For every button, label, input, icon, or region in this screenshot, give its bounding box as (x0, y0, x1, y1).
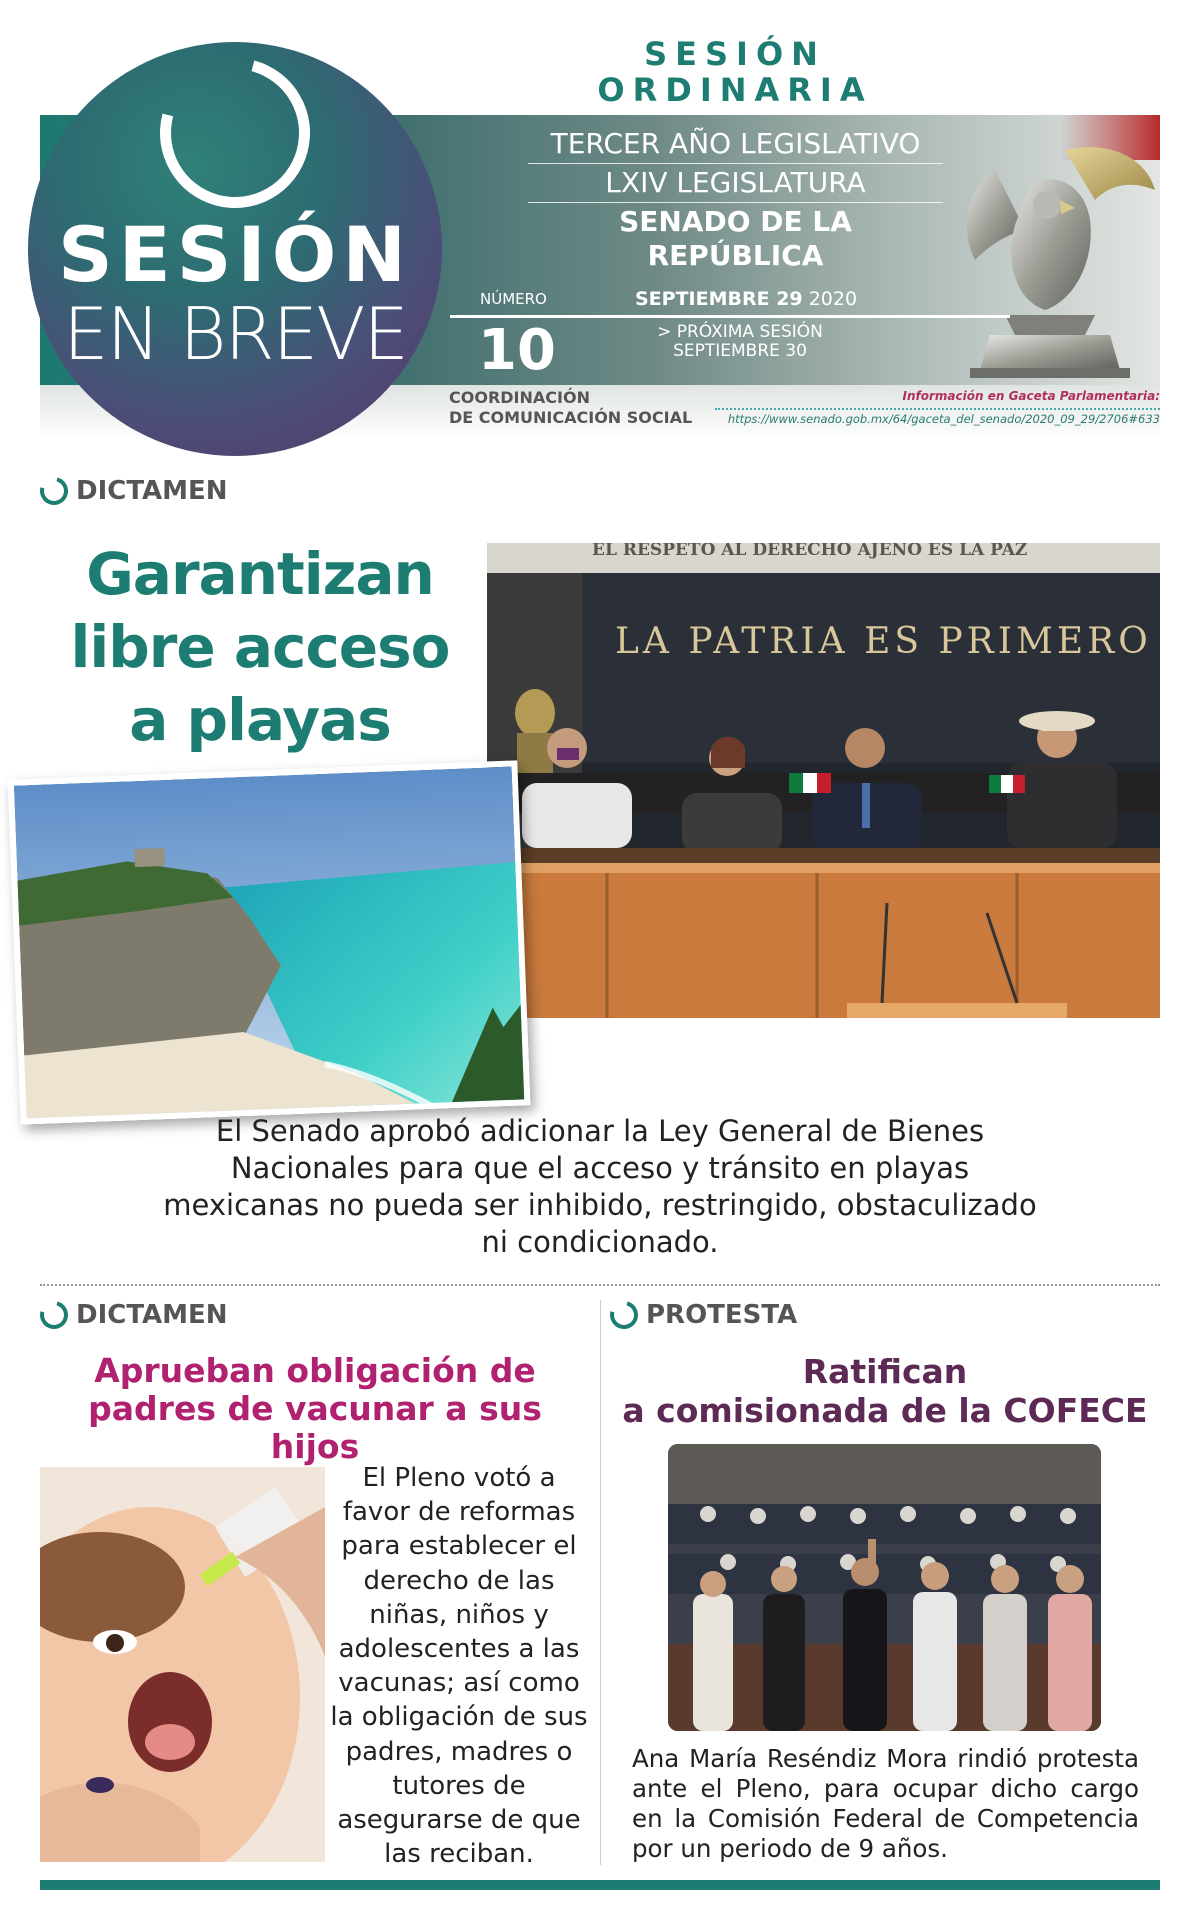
footer-bar (40, 1880, 1160, 1890)
section-ring-icon (35, 472, 73, 510)
main-headline (40, 538, 480, 757)
session-date (635, 288, 857, 310)
column-divider (600, 1300, 601, 1865)
next-session-date: SEPTIEMBRE 30 (673, 341, 807, 361)
section-tag-label: PROTESTA (646, 1300, 798, 1330)
coordination-line2: DE COMUNICACIÓN SOCIAL (449, 408, 693, 427)
cofece-headline-line2: a comisionada de la COFECE (622, 1391, 1148, 1430)
main-headline-line1: Garantizan (86, 540, 434, 608)
photo-inscription-top: EL RESPETO AL DERECHO AJENO ES LA PAZ (592, 543, 1028, 560)
issue-number: 10 (478, 318, 556, 383)
session-type-line2: ORDINARIA (597, 71, 873, 109)
legislative-year: TERCER AÑO LEGISLATIVO (528, 125, 943, 164)
main-story-body: El Senado aprobó adicionar la Ley General de Bienes Nacionales para que el acceso y tránsito en playas mexicanas no pueda ser inhibido, restringido, obstaculizado ni condicionado. (163, 1114, 1037, 1259)
section-tag-label: DICTAMEN (76, 1300, 228, 1330)
cofece-body: Ana María Reséndiz Mora rindió protesta ante el Pleno, para ocupar dicho cargo en la Comisión Federal de Competencia por un periodo de 9 años. (632, 1744, 1139, 1863)
section-tag-protesta (610, 1300, 797, 1330)
vaccines-headline-line1: Aprueban obligación de (94, 1351, 536, 1390)
cofece-headline-line1: Ratifican (802, 1352, 968, 1391)
logo-en-breve: EN BREVE (63, 292, 407, 376)
vaccines-body: El Pleno votó a favor de reformas para establecer el derecho de las niñas, niños y adolescentes a las vacunas; así como la obligación de sus padres, madres o tutores de asegurarse de que las reciban. (330, 1463, 588, 1870)
logo-sesion: SESIÓN (58, 210, 412, 299)
section-tag-dictamen (40, 476, 228, 506)
session-date-year: 2020 (802, 288, 858, 310)
section-tag-dictamen-2 (40, 1300, 228, 1330)
coordination (449, 388, 692, 428)
section-tag-label: DICTAMEN (76, 476, 228, 506)
next-session-label: > PRÓXIMA SESIÓN (657, 322, 823, 342)
cofece-headline (620, 1352, 1150, 1430)
vaccines-headline (40, 1352, 590, 1466)
number-label: NÚMERO (480, 290, 547, 308)
section-divider (40, 1284, 1160, 1286)
session-date-day: SEPTIEMBRE 29 (635, 288, 803, 310)
photo-inscription-main: LA PATRIA ES PRIMERO (615, 621, 1152, 662)
session-type-line1: SESIÓN (644, 35, 826, 73)
vaccines-headline-line2: padres de vacunar a sus hijos (88, 1389, 542, 1466)
beach-photo (8, 760, 531, 1124)
main-headline-line2: libre acceso (70, 613, 450, 681)
chamber: SENADO DE LA REPÚBLICA (619, 205, 852, 272)
senate-plenary-photo (487, 543, 1160, 1018)
cofece-oath-photo (668, 1444, 1101, 1731)
session-type (560, 36, 910, 108)
gaceta-label: Información en Gaceta Parlamentaria: (902, 389, 1160, 403)
eagle-emblem-icon (935, 130, 1160, 380)
section-ring-icon (605, 1296, 643, 1334)
gaceta-link[interactable]: https://www.senado.gob.mx/64/gaceta_del_senado/2020_09_29/2706#633 (715, 408, 1160, 426)
coordination-line1: COORDINACIÓN (449, 388, 590, 407)
legislature-block (528, 125, 943, 275)
vaccination-photo (40, 1467, 325, 1862)
main-headline-line3: a playas (129, 686, 391, 754)
section-ring-icon (35, 1296, 73, 1334)
legislature: LXIV LEGISLATURA (528, 164, 943, 203)
next-session (640, 323, 840, 361)
